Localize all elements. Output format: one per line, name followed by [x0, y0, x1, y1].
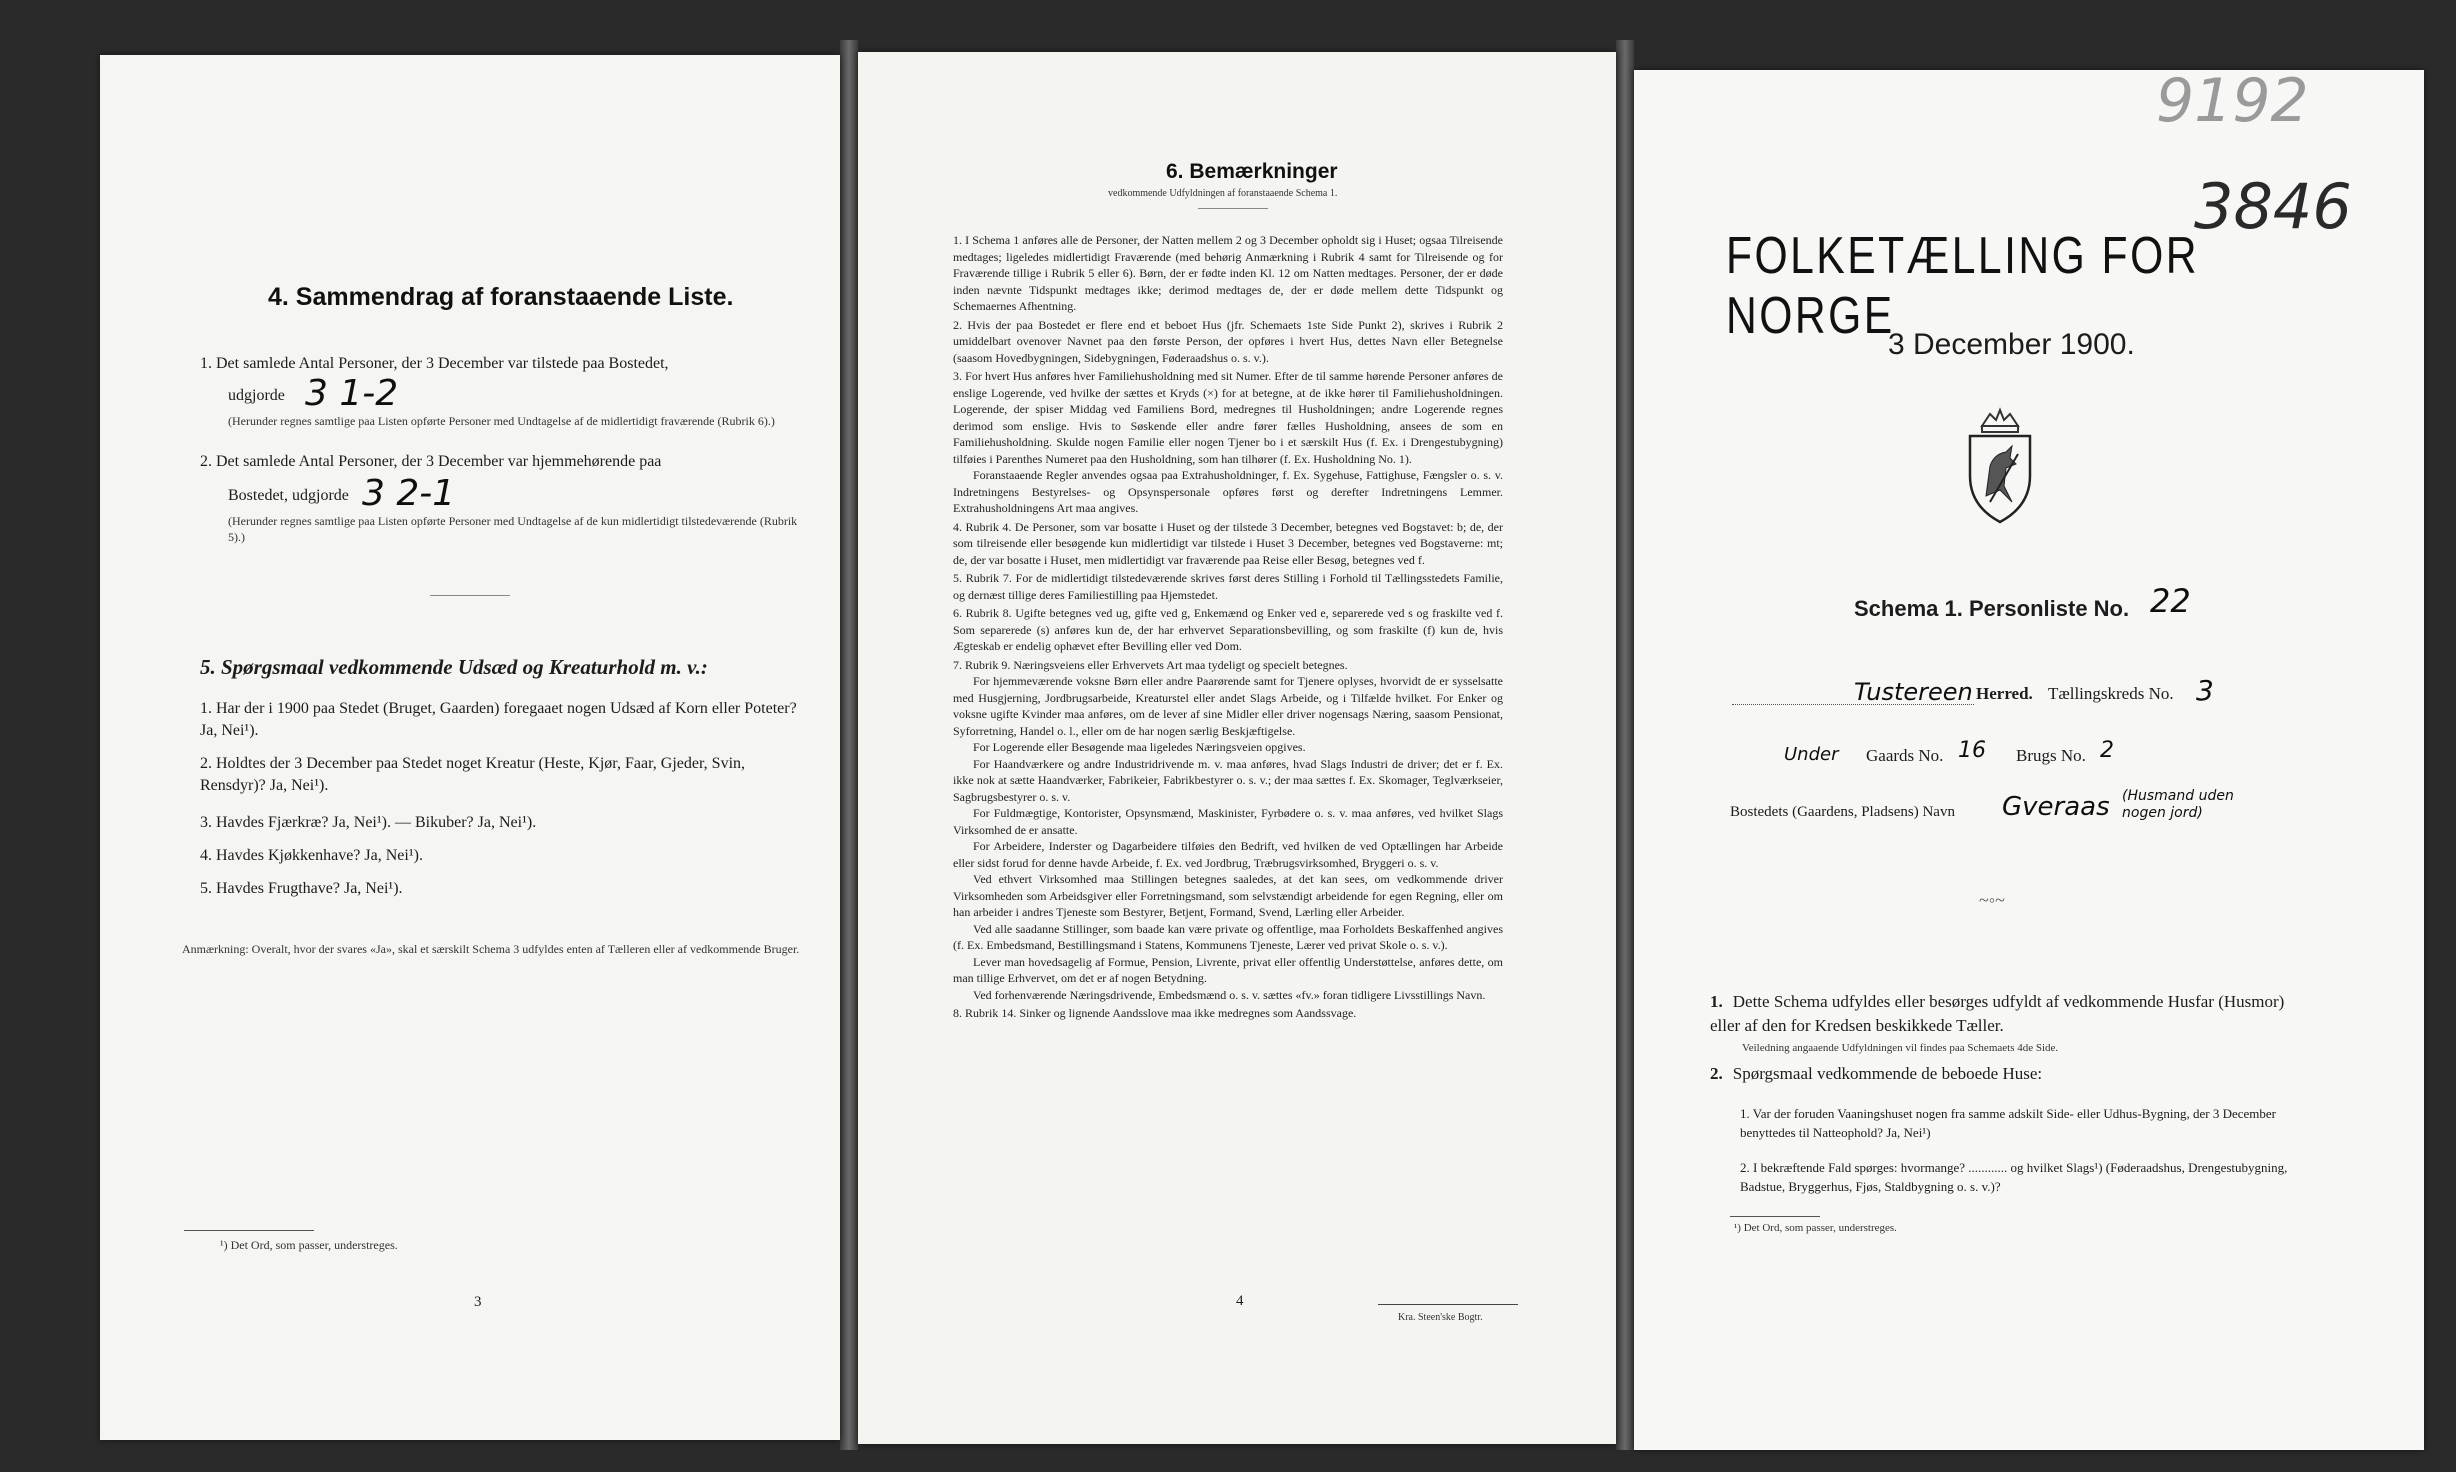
footnote-rule [1730, 1216, 1820, 1217]
instruction-1-sub: Veiledning angaaende Udfyldningen vil findes paa Schemaets 4de Side. [1742, 1042, 2059, 1054]
remark: Anmærkning: Overalt, hvor der svares «Ja», skal et særskilt Schema 3 udfyldes enten af Tælleren eller af vedkommende Bruger. [182, 942, 800, 956]
remark-7e: For Arbeidere, Inderster og Dagarbeidere tilføies den Bedrift, ved hvilken de ved Optællingen har Arbeide eller sidst forud for denne havde Arbeide, f. Ex. ved Jordbrug, Træbrugsvirksomhed, Bryggeri o. s. v. [953, 839, 1503, 870]
section-6-subtitle: vedkommende Udfyldningen af foranstaaende Schema 1. [1108, 188, 1338, 199]
instruction-1-text: Dette Schema udfyldes eller besørges udfyldt af vedkommende Husfar (Husmor) eller af den for Kredsen beskikkede Tæller. [1710, 992, 2285, 1035]
coat-of-arms [1960, 406, 2040, 526]
remark-7: 7. Rubrik 9. Næringsveiens eller Erhvervets Art maa tydeligt og specielt betegnes. [953, 657, 1348, 672]
remark-2: 2. Hvis der paa Bostedet er flere end et beboet Hus (jfr. Schemaets 1ste Side Punkt 2), skrives i Rubrik 2 umiddelbart ovenover Navnet paa den første Person, der opføres i hvert Hus, dettes Navn eller Betegnelse (saasom Hovedbygningen, Sidebygningen, Føderaadshus o. s. v.). [953, 317, 1503, 365]
bosted-value: Gveraas [2002, 792, 2110, 822]
binding-fold-left [840, 40, 858, 1450]
brugs-value: 2 [2100, 738, 2114, 763]
gaard-value: 16 [1958, 738, 1986, 763]
remark-6: 6. Rubrik 8. Ugifte betegnes ved ug, gifte ved g, Enkemænd og Enker ved e, separerede ved s og fraskilte ved f. Som separerede (s) anføres kun de, der har erhvervet Separationsbevilling, og som fraskilte (f) kun de, hvis Ægteskab er endelig ophævet efter Bevilling eller ved Dom. [953, 606, 1503, 653]
printer-rule [1378, 1304, 1518, 1305]
item-1-value: 3 1-2 [305, 373, 399, 414]
kreds-label: Tællingskreds No. [2048, 684, 2174, 703]
instruction-2-text: Spørgsmaal vedkommende de beboede Huse: [1732, 1064, 2043, 1083]
remark-7g: Ved alle saadanne Stillinger, som baade kan være private og offentlige, maa Forholdets Beskaffenhed angives (f. Ex. Embedsmand, Bestillingsmand i Statens, Kommunens Tjeneste, Lærer ved privat Skole o. s. v.). [953, 921, 1503, 952]
remark-7h: Lever man hovedsagelig af Formue, Pension, Livrente, privat eller offentlig Understøttelse, anføres dette, om man tillige Erhvervet, om det er af nogen Betydning. [953, 954, 1503, 985]
page-number: 4 [1236, 1293, 1244, 1309]
remark-7d: For Fuldmægtige, Kontorister, Opsynsmænd, Maskinister, Fyrbødere o. s. v. maa anføres, ved hvilket Slags Virksomhed de er ansatte. [953, 806, 1503, 837]
coat-of-arms-icon [1960, 406, 2040, 526]
printer-imprint: Kra. Steen'ske Bogtr. [1398, 1312, 1483, 1323]
remark-8: 8. Rubrik 14. Sinker og lignende Aandsslove maa ikke medregnes som Aandssvage. [953, 1006, 1357, 1020]
item-1-udgjorde: udgjorde [228, 387, 285, 404]
remark-7a: For hjemmeværende voksne Børn eller andre Paarørende samt for Tjenere oplyses, hvorvidt de er sysselsatte med Husgjerning, Jordbrugsarbeide, Kreaturstel eller andet Slags Arbeide, og i Tilfælde hvilket. For Enker og voksne ugifte Kvinder maa anføres, om de lever af sine Midler eller driver nogensags Næring, saasom Pensionat, Syforretning, Handel o. l., eller om de har nogen særlig Beskjæftigelse. [953, 674, 1503, 738]
instruction-2-1: 1. Var der foruden Vaaningshuset nogen fra samme adskilt Side- eller Udhus-Bygning, der 3 December benyttedes til Natteophold? Ja, Nei¹) [1740, 1106, 2276, 1140]
footnote: ¹) Det Ord, som passer, understreges. [220, 1238, 398, 1252]
ornament: ~◦~ [1979, 890, 2005, 910]
herred-label: Herred. [1976, 684, 2033, 703]
question-2: 2. Holdtes der 3 December paa Stedet noget Kreatur (Heste, Kjør, Faar, Gjeder, Svin, Rensdyr)? Ja, Nei¹). [200, 755, 746, 794]
remark-5: 5. Rubrik 7. For de midlertidigt tilstedeværende skrives først deres Stilling i Forhold til Tællingsstedets Familie, og dernæst tillige deres Familiestilling paa Hjemstedet. [953, 571, 1503, 602]
kreds-value: 3 [2196, 674, 2214, 707]
question-1: 1. Har der i 1900 paa Stedet (Bruget, Gaarden) foregaaet nogen Udsæd af Korn eller Poteter? Ja, Nei¹). [200, 700, 797, 739]
subtitle-rule [1198, 208, 1268, 209]
bosted-label: Bostedets (Gaardens, Pladsens) Navn [1730, 804, 1955, 820]
page-4 [858, 52, 1616, 1444]
remark-7f: Ved ethvert Virksomhed maa Stillingen betegnes saaledes, at det kan sees, om vedkommende driver Virksomheden som Arbeidsgiver eller Forretningsmand, som selvstændigt arbeidende for egen Regning, eller om han arbeider i andres Tjeneste som Bestyrer, Betjent, Formand, Svend, Lærling eller Arbeider. [953, 872, 1503, 919]
instruction-2: 2. Spørgsmaal vedkommende de beboede Huse: [1710, 1064, 2043, 1083]
herred-value: Tustereen [1854, 678, 1973, 706]
title-page [1634, 70, 2424, 1450]
summary-item-2: 2. Det samlede Antal Personer, der 3 December var hjemmehørende paa [200, 453, 662, 470]
item-2-value: 3 2-1 [362, 473, 456, 514]
schema-number: 22 [2150, 582, 2191, 620]
section-4-title: 4. Sammendrag af foranstaaende Liste. [268, 283, 734, 311]
remark-4: 4. Rubrik 4. De Personer, som var bosatte i Huset og der tilstede 3 December, betegnes ved Bogstavet: b; de, der som tilreisende eller besøgende kun midlertidigt var tilstede i Huset 3 December, betegnes ved Bogstaverne: mt; de, der var bosatte i Huset, men midlertidigt var fraværende paa Reise eller Besøg, betegnes ved f. [953, 519, 1503, 567]
question-4: 4. Havdes Kjøkkenhave? Ja, Nei¹). [200, 847, 423, 864]
main-title: FOLKETÆLLING FOR NORGE [1726, 227, 2199, 345]
question-3: 3. Havdes Fjærkræ? Ja, Nei¹). — Bikuber? Ja, Nei¹). [200, 814, 537, 831]
instruction-2-2: 2. I bekræftende Fald spørges: hvormange? ............ og hvilket Slags¹) (Føderaadshus, Drengestubygning, Badstue, Bryggerhus, Fjøs, Staldbygning o. s. v.)? [1740, 1160, 2288, 1194]
remark-3b: Foranstaaende Regler anvendes ogsaa paa Extrahusholdninger, f. Ex. Sygehuse, Fattighuse, Fængsler o. s. v. Indretningens Bestyrelses- og Opsynspersonale opføres først og derefter Indretningens Lemmer. Extrahusholdningens Art maa angives. [953, 468, 1503, 515]
item-1-note: (Herunder regnes samtlige paa Listen opførte Personer med Undtagelse af de midlertidigt fraværende (Rubrik 6).) [228, 414, 775, 428]
page-3 [100, 55, 840, 1440]
remark-1: 1. I Schema 1 anføres alle de Personer, der Natten mellem 2 og 3 December opholdt sig i Huset; ogsaa Tilreisende medtages; ligeledes midlertidigt Fraværende (med behørig Anmærkning i Rubrik 4 samt for Tilreisende og for Fraværende tillige i Rubrik 5 eller 6). Børn, der er fødte inden Kl. 12 om Natten medtages. Personer, der er døde inden nævnte Tidspunkt medtages ikke; derimod medtages de, der er døde mellem dette Tidspunkt og Schemaernes Afhentning. [953, 233, 1503, 313]
brugs-label: Brugs No. [2016, 746, 2086, 765]
footnote: ¹) Det Ord, som passer, understreges. [1734, 1222, 1897, 1234]
census-date: 3 December 1900. [1888, 328, 2135, 361]
bosted-note: (Husmand uden nogen jord) [2122, 788, 2234, 821]
section-6-title: 6. Bemærkninger [1166, 160, 1338, 183]
remarks-list [953, 232, 1503, 1022]
binding-fold-right [1616, 40, 1634, 1450]
summary-item-1: 1. Det samlede Antal Personer, der 3 December var tilstede paa Bostedet, [200, 355, 669, 372]
remark-3: 3. For hvert Hus anføres hver Familiehusholdning med sit Numer. Efter de til samme hørende Personer anføres de enslige Logerende, ved hvilke der sættes et Kryds (×) for at betegne, at de ikke hører til Familiehusholdningen. Logerende, der spiser Middag ved Familiens Bord, medregnes til Husholdningen; andre Logerende regnes derimod som enslige. Hvis to Søskende eller andre fører fælles Husholdning, ansees de som en Familiehusholdning. Skulde nogen Familie eller nogen Tjener bo i et særskilt Hus (f. Ex. i Drengestubygning) tilføies i Parenthes Numeret paa den Husholdning, som han tilhører (f. Ex. Husholdning No. 1). [953, 369, 1503, 466]
question-5: 5. Havdes Frugthave? Ja, Nei¹). [200, 880, 403, 897]
item-2-note: (Herunder regnes samtlige paa Listen opførte Personer med Undtagelse af de kun midlertidigt tilstedeværende (Rubrik 5).) [228, 514, 798, 544]
footnote-rule [184, 1230, 314, 1231]
schema-label: Schema 1. Personliste No. [1854, 596, 2130, 621]
remark-7i: Ved forhenværende Næringsdrivende, Embedsmænd o. s. v. sættes «fv.» foran tidligere Livsstillings Navn. [973, 987, 1486, 1002]
section-5-title: 5. Spørgsmaal vedkommende Udsæd og Kreaturhold m. v.: [200, 655, 708, 679]
item-2-bosted: Bostedet, udgjorde [228, 487, 349, 504]
page-number: 3 [474, 1294, 482, 1310]
archive-number-1: 9192 [2156, 70, 2309, 136]
gaard-prefix: Under [1784, 744, 1839, 765]
divider [430, 595, 510, 596]
gaard-label: Gaards No. [1866, 746, 1944, 765]
remark-7c: For Haandværkere og andre Industridrivende m. v. maa anføres, hvad Slags Industri de driver; det er f. Ex. ikke nok at sætte Haandværker, Fabrikeier, Fabrikbestyrer o. s. v.; der maa sættes f. Ex. Skomager, Teglværkseier, Sagbrugsbestyrer o. s. v. [953, 756, 1503, 804]
archive-number-2: 3846 [2194, 170, 2352, 243]
remark-7b: For Logerende eller Besøgende maa ligeledes Næringsveien opgives. [973, 740, 1306, 754]
instruction-1: 1. Dette Schema udfyldes eller besørges udfyldt af vedkommende Husfar (Husmor) eller af den for Kredsen beskikkede Tæller. [1710, 992, 2285, 1035]
